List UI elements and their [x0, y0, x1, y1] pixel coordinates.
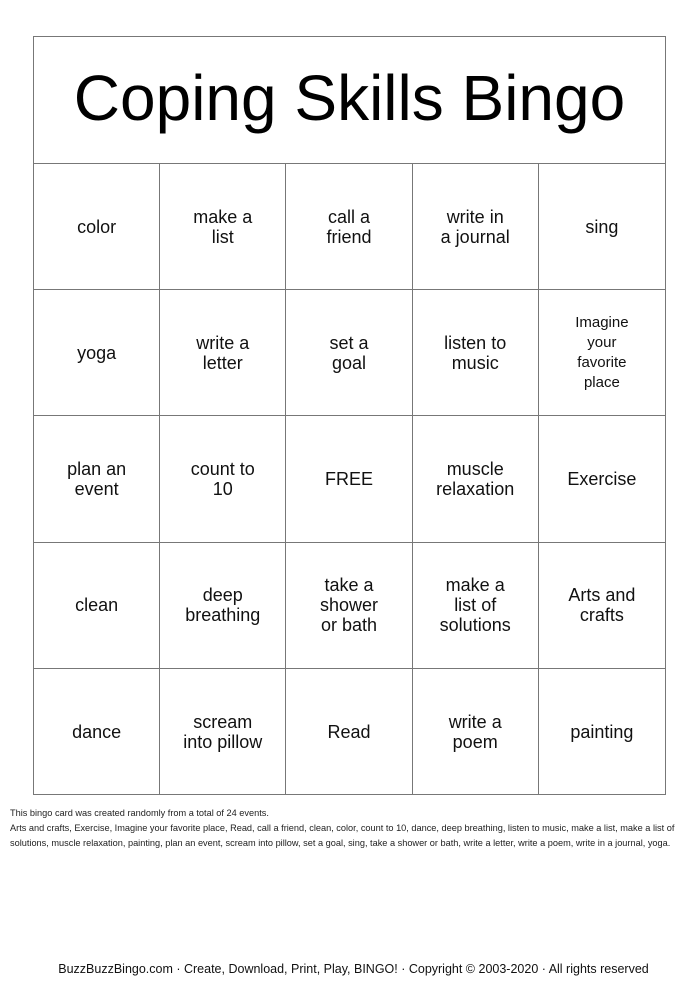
cell-text: dance: [72, 721, 122, 742]
cell-text: write in: [446, 206, 504, 227]
cell-text: Arts and: [568, 585, 636, 606]
cell-text: make a: [193, 206, 253, 227]
cell-text: write a: [196, 332, 250, 353]
bingo-cell-r5c4: [413, 669, 539, 795]
cell-text: poem: [452, 731, 498, 752]
cell-text: plan an: [67, 458, 127, 479]
bingo-cell-r4c3: [286, 543, 412, 669]
bingo-cell-r2c2: [160, 290, 286, 416]
cell-text: solutions: [439, 615, 511, 636]
cell-text: into pillow: [183, 731, 263, 752]
bingo-cell-r1c2: [160, 164, 286, 290]
cell-text: friend: [326, 226, 372, 247]
bingo-cell-r3c2: [160, 416, 286, 542]
bingo-cell-r4c1: [34, 543, 160, 669]
bingo-cell-r1c3: [286, 164, 412, 290]
bingo-cell-r1c1: [34, 164, 160, 290]
cell-text: deep: [202, 585, 243, 606]
cell-text: breathing: [185, 605, 261, 626]
bingo-cell-r5c3: [286, 669, 412, 795]
bingo-cell-r3c5: [539, 416, 665, 542]
bingo-grid: [34, 164, 665, 795]
bingo-cell-r5c1: [34, 669, 160, 795]
cell-text: make a: [445, 575, 505, 596]
cell-text: list of: [454, 595, 497, 616]
cell-text: color: [77, 216, 117, 237]
card-title: Coping Skills Bingo: [34, 37, 665, 164]
cell-text: scream: [193, 711, 253, 732]
bingo-cell-r4c2: [160, 543, 286, 669]
cell-text: listen to: [444, 332, 507, 353]
cell-text: take a: [324, 575, 374, 596]
bingo-cell-r2c3: [286, 290, 412, 416]
cell-text: your: [587, 333, 617, 351]
cell-text: sing: [585, 216, 619, 237]
cell-text: yoga: [77, 342, 117, 363]
cell-text: set a: [329, 332, 369, 353]
cell-text: shower: [319, 595, 378, 616]
bingo-card: [33, 36, 666, 795]
cell-text: relaxation: [436, 478, 515, 499]
cell-text: count to: [190, 458, 255, 479]
bingo-cell-r4c5: [539, 543, 665, 669]
cell-text: place: [583, 373, 620, 391]
bingo-cell-free-space: [286, 416, 412, 542]
cell-text: Exercise: [567, 468, 637, 489]
cell-text: letter: [202, 352, 243, 373]
bingo-cell-r5c5: [539, 669, 665, 795]
bingo-cell-r5c2: [160, 669, 286, 795]
bingo-cell-r2c4: [413, 290, 539, 416]
cell-text: 10: [212, 478, 233, 499]
cell-text: event: [74, 478, 119, 499]
cell-text: muscle: [446, 458, 504, 479]
bingo-cell-r3c4: [413, 416, 539, 542]
cell-text: Imagine: [575, 313, 629, 331]
cell-text: a journal: [440, 226, 510, 247]
bingo-cell-r2c5: [539, 290, 665, 416]
cell-text: FREE: [324, 468, 373, 489]
cell-text: crafts: [579, 605, 624, 626]
info-events-list: Arts and crafts, Exercise, Imagine your favorite place, Read, call a friend, clean, color, count to 10, dance, deep breathing, listen to music, make a list, make a list of solutions, muscle relaxation, painting, plan an event, scream into pillow, set a goal, sing, take a shower or bath, write a letter, write a poem, write in a journal, yoga.: [10, 823, 675, 848]
card-info: [10, 806, 690, 851]
cell-text: music: [451, 352, 499, 373]
cell-text: goal: [331, 352, 366, 373]
cell-text: or bath: [320, 615, 377, 636]
cell-text: list: [211, 226, 234, 247]
bingo-cell-r4c4: [413, 543, 539, 669]
cell-text: Read: [327, 721, 371, 742]
cell-text: favorite: [577, 353, 627, 371]
cell-text: clean: [75, 595, 119, 616]
bingo-cell-r1c5: [539, 164, 665, 290]
bingo-cell-r3c1: [34, 416, 160, 542]
bingo-cell-r2c1: [34, 290, 160, 416]
footer-copyright: BuzzBuzzBingo.com · Create, Download, Print, Play, BINGO! · Copyright © 2003-2020 · All rights reserved: [58, 962, 649, 976]
bingo-cell-r1c4: [413, 164, 539, 290]
info-summary: This bingo card was created randomly from a total of 24 events.: [10, 808, 269, 818]
cell-text: painting: [570, 721, 634, 742]
cell-text: write a: [448, 711, 502, 732]
cell-text: call a: [327, 206, 370, 227]
